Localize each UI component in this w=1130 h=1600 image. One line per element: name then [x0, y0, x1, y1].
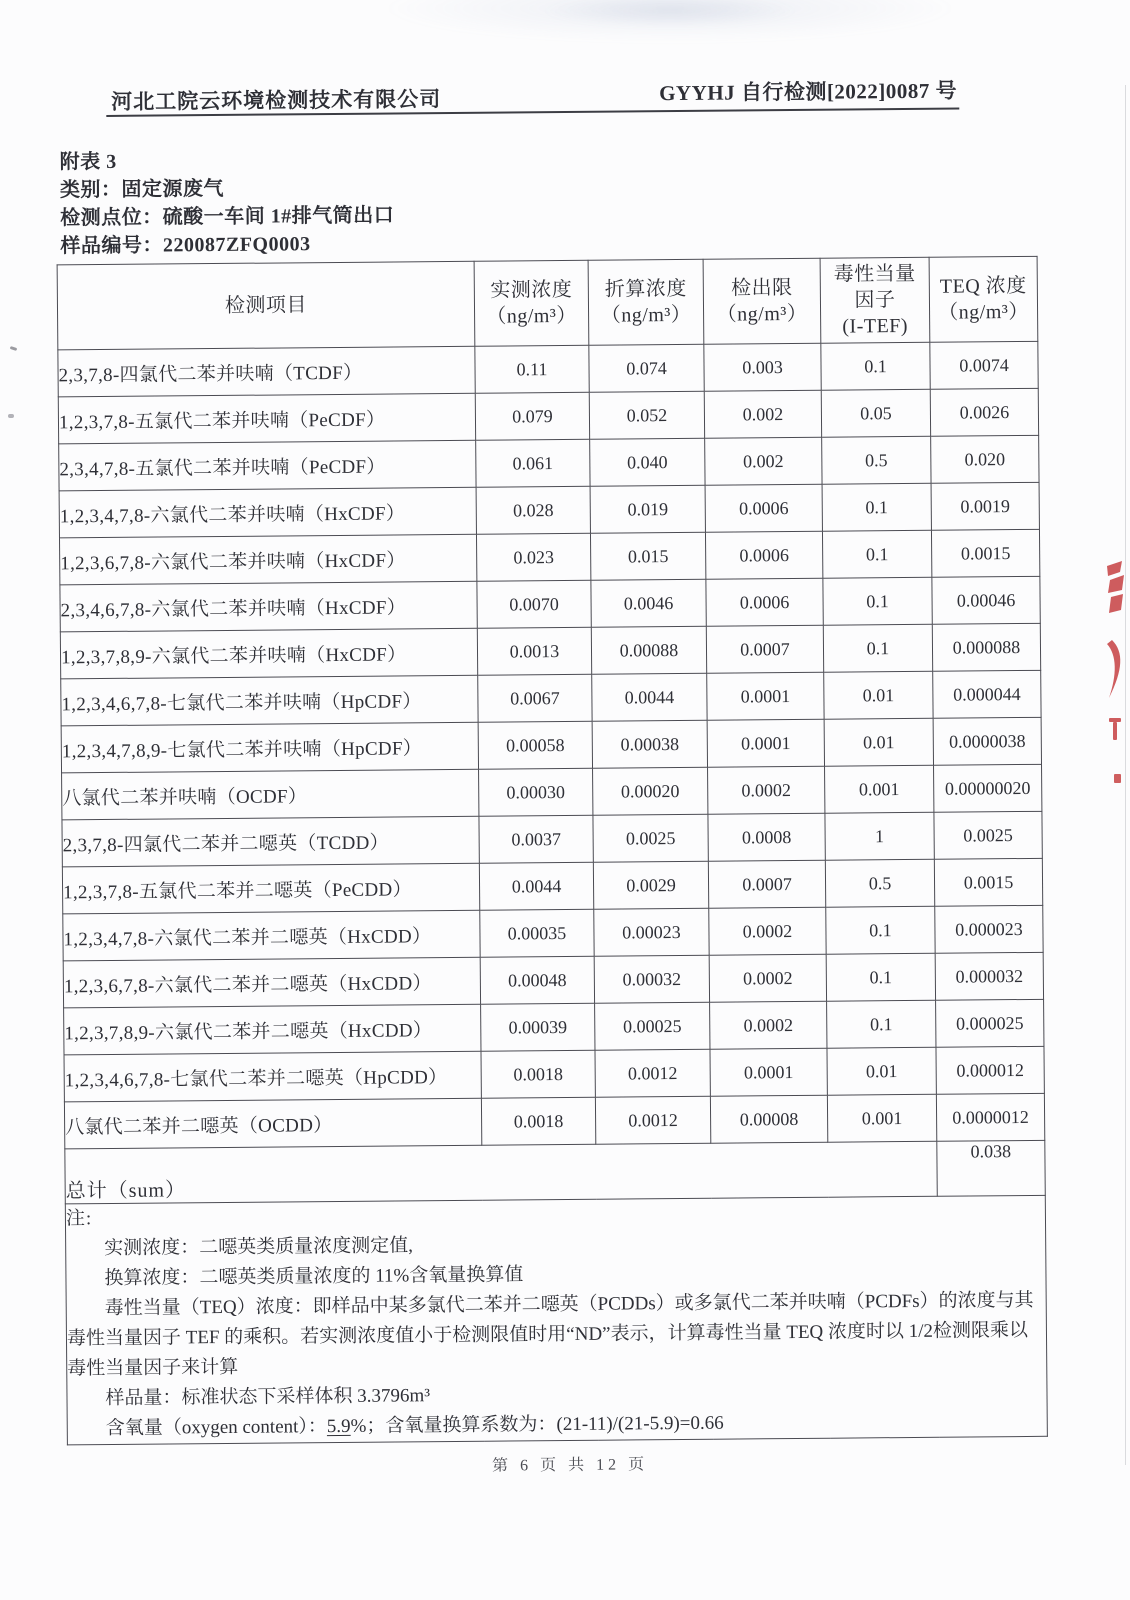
toxicity-equivalency-factor: 1	[825, 812, 934, 860]
analyte-name: 八氯代二苯并呋喃（OCDF）	[62, 769, 479, 820]
converted-concentration: 0.052	[589, 391, 704, 439]
measured-concentration: 0.0018	[481, 1097, 595, 1145]
detection-limit: 0.0001	[707, 672, 824, 720]
analyte-name: 1,2,3,6,7,8-六氯代二苯并二噁英（HxCDD）	[63, 957, 480, 1008]
measured-concentration: 0.0013	[477, 627, 591, 675]
table-row	[58, 341, 1038, 397]
toxicity-equivalency-factor: 0.1	[823, 624, 932, 672]
red-stamp-fragment-icon	[1098, 558, 1128, 790]
toxicity-equivalency-factor: 0.001	[827, 1094, 936, 1142]
table-row	[60, 576, 1040, 632]
table-row	[60, 623, 1040, 679]
converted-concentration: 0.0012	[595, 1096, 710, 1144]
toxicity-equivalency-factor: 0.05	[821, 389, 930, 437]
teq-concentration: 0.00046	[932, 576, 1040, 624]
teq-concentration: 0.0000038	[933, 717, 1041, 765]
detection-limit: 0.0008	[708, 813, 825, 861]
note-measured-definition: 实测浓度：二噁英类质量浓度测定值,	[104, 1235, 414, 1260]
detection-limit: 0.0007	[708, 860, 825, 908]
detection-limit: 0.0001	[710, 1048, 827, 1096]
oxygen-prefix: 含氧量（oxygen content）：	[105, 1416, 327, 1440]
measured-concentration: 0.00058	[478, 721, 592, 769]
document-info	[60, 145, 395, 260]
measured-concentration: 0.0044	[479, 862, 593, 910]
table-row	[63, 905, 1043, 961]
detection-limit: 0.0006	[705, 531, 822, 579]
appendix-title: 附表 3	[59, 150, 117, 174]
teq-concentration: 0.0026	[930, 388, 1038, 436]
detection-limit: 0.0002	[709, 907, 826, 955]
teq-concentration: 0.00000020	[934, 764, 1042, 812]
toxicity-equivalency-factor: 0.1	[826, 906, 935, 954]
teq-concentration: 0.000044	[933, 670, 1041, 718]
sample-number-line: 样品编号：220087ZFQ0003	[60, 233, 311, 258]
total-row	[65, 1140, 1045, 1204]
detection-limit: 0.0006	[705, 484, 822, 532]
measured-concentration: 0.0018	[481, 1050, 595, 1098]
oxygen-value: 5.9	[326, 1415, 351, 1438]
table-row	[58, 388, 1038, 444]
measured-concentration: 0.00039	[481, 1003, 595, 1051]
measured-concentration: 0.028	[476, 486, 590, 534]
category-line: 类别：固定源废气	[59, 177, 225, 202]
oxygen-suffix: %；含氧量换算系数为：(21-11)/(21-5.9)=0.66	[350, 1412, 724, 1437]
note-sample-volume: 样品量：标准状态下采样体积 3.3796m³	[105, 1385, 431, 1410]
converted-concentration: 0.015	[590, 532, 705, 580]
measured-concentration: 0.0067	[478, 674, 592, 722]
analyte-name: 1,2,3,4,6,7,8-七氯代二苯并呋喃（HpCDF）	[61, 675, 478, 726]
measured-concentration: 0.00030	[479, 768, 593, 816]
toxicity-equivalency-factor: 0.01	[824, 671, 933, 719]
detection-limit: 0.0007	[706, 625, 823, 673]
measured-concentration: 0.079	[475, 392, 589, 440]
analyte-name: 2,3,7,8-四氯代二苯并呋喃（TCDF）	[58, 346, 475, 397]
company-name: 河北工院云环境检测技术有限公司	[111, 87, 442, 114]
scan-speck	[8, 414, 14, 418]
toxicity-equivalency-factor: 0.1	[827, 1000, 936, 1048]
col-header-teq: TEQ 浓度 （ng/m³）	[929, 256, 1038, 342]
page-number: 第 6 页 共 12 页	[492, 1456, 649, 1475]
summary-tbody	[65, 1140, 1048, 1445]
teq-concentration: 0.0000012	[936, 1093, 1044, 1141]
detection-limit: 0.003	[704, 343, 821, 391]
teq-concentration: 0.020	[931, 435, 1039, 483]
measured-concentration: 0.00048	[480, 956, 594, 1004]
notes-title: 注:	[65, 1208, 93, 1230]
teq-concentration: 0.0025	[934, 811, 1042, 859]
converted-concentration: 0.00032	[594, 955, 709, 1003]
teq-concentration: 0.000032	[935, 952, 1043, 1000]
col-header-converted: 折算浓度 （ng/m³）	[588, 259, 704, 345]
converted-concentration: 0.0029	[593, 861, 708, 909]
measured-concentration: 0.00035	[480, 909, 594, 957]
table-row	[59, 482, 1039, 538]
detection-limit: 0.0006	[706, 578, 823, 626]
toxicity-equivalency-factor: 0.01	[827, 1047, 936, 1095]
total-label: 总计（sum）	[65, 1141, 937, 1204]
notes-section	[65, 1195, 1047, 1445]
analyte-name: 八氯代二苯并二噁英（OCDD）	[64, 1098, 481, 1149]
detection-limit: 0.0002	[708, 766, 825, 814]
analyte-name: 1,2,3,7,8,9-六氯代二苯并二噁英（HxCDD）	[64, 1004, 481, 1055]
table-row	[62, 811, 1042, 867]
converted-concentration: 0.00020	[593, 767, 708, 815]
converted-concentration: 0.0025	[593, 814, 708, 862]
table-row	[61, 717, 1041, 773]
teq-concentration: 0.0015	[934, 858, 1042, 906]
analyte-name: 1,2,3,4,7,8,9-七氯代二苯并呋喃（HpCDF）	[61, 722, 478, 773]
converted-concentration: 0.00038	[592, 720, 707, 768]
converted-concentration: 0.00023	[594, 908, 709, 956]
detection-limit: 0.0001	[707, 719, 824, 767]
col-header-itef: 毒性当量 因子 (I-TEF)	[820, 257, 930, 343]
analyte-name: 2,3,4,7,8-五氯代二苯并呋喃（PeCDF）	[59, 440, 476, 491]
analyte-name: 1,2,3,4,6,7,8-七氯代二苯并二噁英（HpCDD）	[64, 1051, 481, 1102]
converted-concentration: 0.00025	[595, 1002, 710, 1050]
toxicity-equivalency-factor: 0.1	[822, 483, 931, 531]
note-teq-definition: 毒性当量（TEQ）浓度：即样品中某多氯代二苯并二噁英（PCDDs）或多氯代二苯并呋喃（PCDFs）的浓度与其毒性当量因子 TEF 的乘积。若实测浓度值小于检测限值时用“ND”表示，计算毒性当量 TEQ 浓度时以 1/2检测限乘以毒性当量因子来计算	[66, 1289, 1034, 1380]
analyte-name: 1,2,3,7,8-五氯代二苯并呋喃（PeCDF）	[58, 393, 475, 444]
measured-concentration: 0.023	[476, 533, 590, 581]
analyte-name: 1,2,3,4,7,8-六氯代二苯并呋喃（HxCDF）	[59, 487, 476, 538]
results-table-header	[57, 256, 1038, 350]
converted-concentration: 0.0046	[591, 579, 706, 627]
toxicity-equivalency-factor: 0.1	[823, 577, 932, 625]
analyte-name: 2,3,7,8-四氯代二苯并二噁英（TCDD）	[62, 816, 479, 867]
teq-concentration: 0.0019	[931, 482, 1039, 530]
converted-concentration: 0.00088	[591, 626, 706, 674]
col-header-item: 检测项目	[57, 261, 475, 350]
notes-row	[65, 1195, 1047, 1445]
table-row	[63, 952, 1043, 1008]
teq-concentration: 0.0015	[931, 529, 1039, 577]
toxicity-equivalency-factor: 0.5	[822, 436, 931, 484]
table-row	[64, 999, 1044, 1055]
measured-concentration: 0.0070	[477, 580, 591, 628]
col-header-detection-limit: 检出限 （ng/m³）	[703, 258, 821, 344]
teq-concentration: 0.000088	[932, 623, 1040, 671]
table-row	[64, 1093, 1044, 1149]
table-row	[62, 764, 1042, 820]
analyte-name: 1,2,3,7,8,9-六氯代二苯并呋喃（HxCDF）	[60, 628, 477, 679]
analyte-name: 2,3,4,6,7,8-六氯代二苯并呋喃（HxCDF）	[60, 581, 477, 632]
header-row	[57, 256, 1038, 350]
toxicity-equivalency-factor: 0.1	[821, 342, 930, 390]
table-row	[64, 1046, 1044, 1102]
toxicity-equivalency-factor: 0.5	[825, 859, 934, 907]
measured-concentration: 0.061	[476, 439, 590, 487]
converted-concentration: 0.040	[590, 438, 705, 486]
converted-concentration: 0.0044	[592, 673, 707, 721]
table-row	[59, 529, 1039, 585]
total-teq-value: 0.038	[937, 1140, 1045, 1196]
table-row	[59, 435, 1039, 491]
toxicity-equivalency-factor: 0.1	[826, 953, 935, 1001]
analyte-name: 1,2,3,4,7,8-六氯代二苯并二噁英（HxCDD）	[63, 910, 480, 961]
analyte-name: 1,2,3,6,7,8-六氯代二苯并呋喃（HxCDF）	[59, 534, 476, 585]
toxicity-equivalency-factor: 0.1	[822, 530, 931, 578]
analyte-name: 1,2,3,7,8-五氯代二苯并二噁英（PeCDD）	[62, 863, 479, 914]
toxicity-equivalency-factor: 0.001	[825, 765, 934, 813]
col-header-measured: 实测浓度 （ng/m³）	[474, 260, 589, 346]
teq-concentration: 0.000025	[936, 999, 1044, 1047]
toxicity-equivalency-factor: 0.01	[824, 718, 933, 766]
detection-limit: 0.00008	[710, 1095, 827, 1143]
results-table	[57, 256, 1048, 1446]
monitoring-point-line: 检测点位：硫酸一车间 1#排气筒出口	[60, 204, 395, 230]
converted-concentration: 0.074	[589, 344, 704, 392]
teq-concentration: 0.000023	[935, 905, 1043, 953]
detection-limit: 0.0002	[709, 954, 826, 1002]
detection-limit: 0.0002	[710, 1001, 827, 1049]
measured-concentration: 0.11	[475, 345, 589, 393]
detection-limit: 0.002	[705, 437, 822, 485]
converted-concentration: 0.0012	[595, 1049, 710, 1097]
results-tbody	[58, 341, 1045, 1149]
teq-concentration: 0.000012	[936, 1046, 1044, 1094]
table-row	[61, 670, 1041, 726]
note-converted-definition: 换算浓度：二噁英类质量浓度的 11%含氧量换算值	[104, 1264, 524, 1290]
report-number: GYYHJ 自行检测[2022]0087 号	[659, 78, 958, 106]
converted-concentration: 0.019	[590, 485, 705, 533]
detection-limit: 0.002	[704, 390, 821, 438]
measured-concentration: 0.0037	[479, 815, 593, 863]
table-row	[62, 858, 1042, 914]
teq-concentration: 0.0074	[930, 341, 1038, 389]
